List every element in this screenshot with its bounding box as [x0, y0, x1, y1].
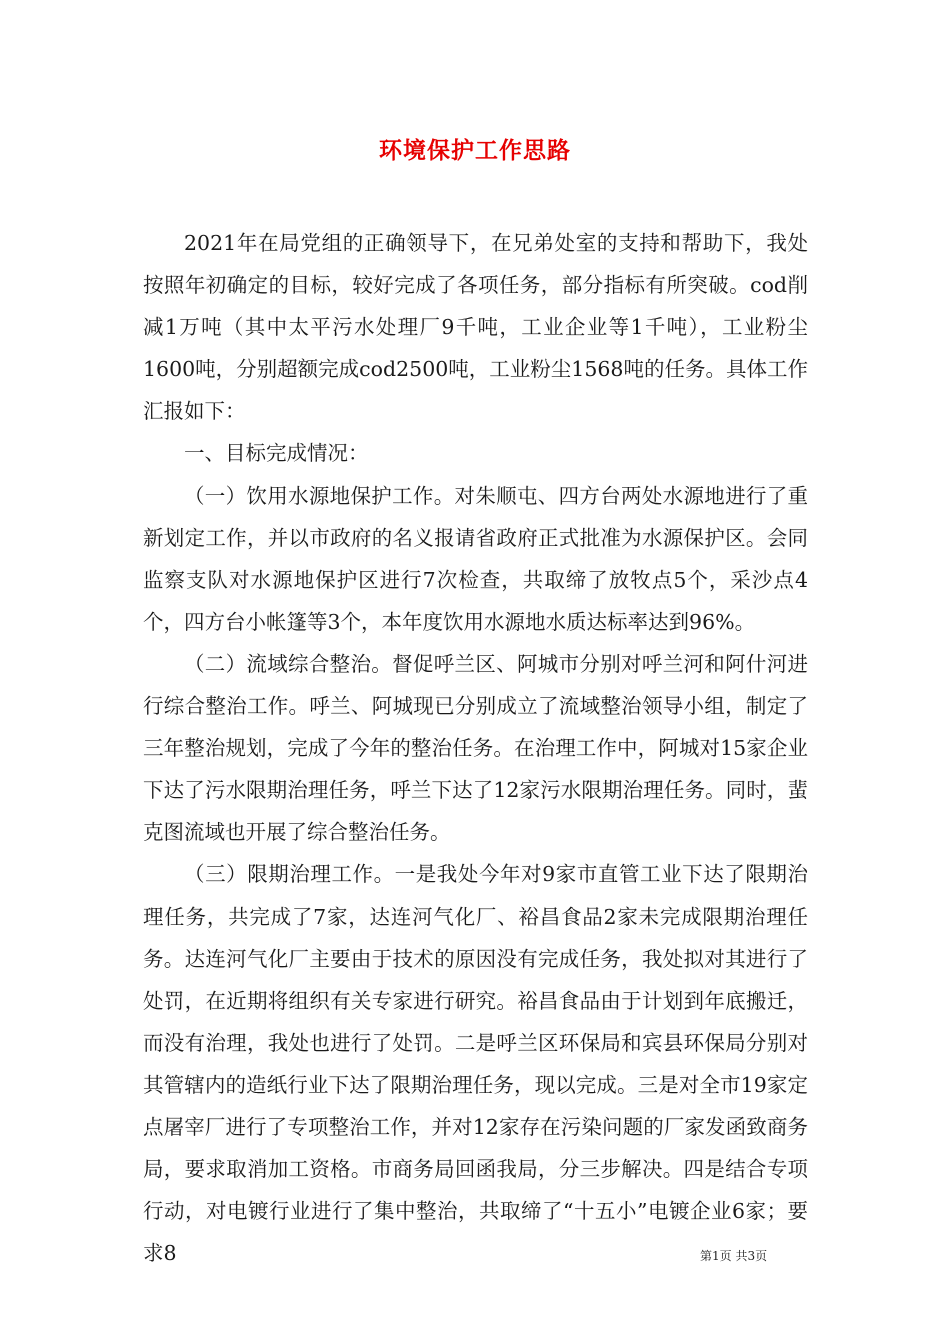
document-title: 环境保护工作思路	[379, 137, 571, 164]
paragraph-intro: 2021年在局党组的正确领导下，在兄弟处室的支持和帮助下，我处按照年初确定的目标，较好完成了各项任务，部分指标有所突破。cod削减1万吨（其中太平污水处理厂9千吨，工业企业等1千吨），工业粉尘1600吨，分别超额完成cod2500吨，工业粉尘1568吨的任务。具体工作汇报如下：	[143, 231, 808, 424]
page-number: 第1页 共3页	[700, 1249, 768, 1263]
paragraph-deadline-treatment: （三）限期治理工作。一是我处今年对9家市直管工业下达了限期治理任务，共完成了7家，达连河气化厂、裕昌食品2家未完成限期治理任务。达连河气化厂主要由于技术的原因没有完成任务，我处拟对其进行了处罚，在近期将组织有关专家进行研究。裕昌食品由于计划到年底搬迁，而没有治理，我处也进行了处罚。二是呼兰区环保局和宾县环保局分别对其管辖内的造纸行业下达了限期治理任务，现以完成。三是对全市19家定点屠宰厂进行了专项整治工作，并对12家存在污染问题的厂家发函致商务局，要求取消加工资格。市商务局回函我局，分三步解决。四是结合专项行动，对电镀行业进行了集中整治，共取缔了“十五小”电镀企业6家；要求8	[143, 862, 808, 1266]
document-body	[143, 222, 808, 1274]
paragraph-water-source: （一）饮用水源地保护工作。对朱顺屯、四方台两处水源地进行了重新划定工作，并以市政府的名义报请省政府正式批准为水源保护区。会同监察支队对水源地保护区进行7次检查，共取缔了放牧点5个，采沙点4个，四方台小帐篷等3个，本年度饮用水源地水质达标率达到96%。	[143, 483, 808, 634]
section-heading-targets: 一、目标完成情况：	[184, 441, 369, 466]
paragraph-basin-treatment: （二）流域综合整治。督促呼兰区、阿城市分别对呼兰河和阿什河进行综合整治工作。呼兰、阿城现已分别成立了流域整治领导小组，制定了三年整治规划，完成了今年的整治任务。在治理工作中，阿城对15家企业下达了污水限期治理任务，呼兰下达了12家污水限期治理任务。同时，蜚克图流域也开展了综合整治任务。	[143, 651, 808, 845]
